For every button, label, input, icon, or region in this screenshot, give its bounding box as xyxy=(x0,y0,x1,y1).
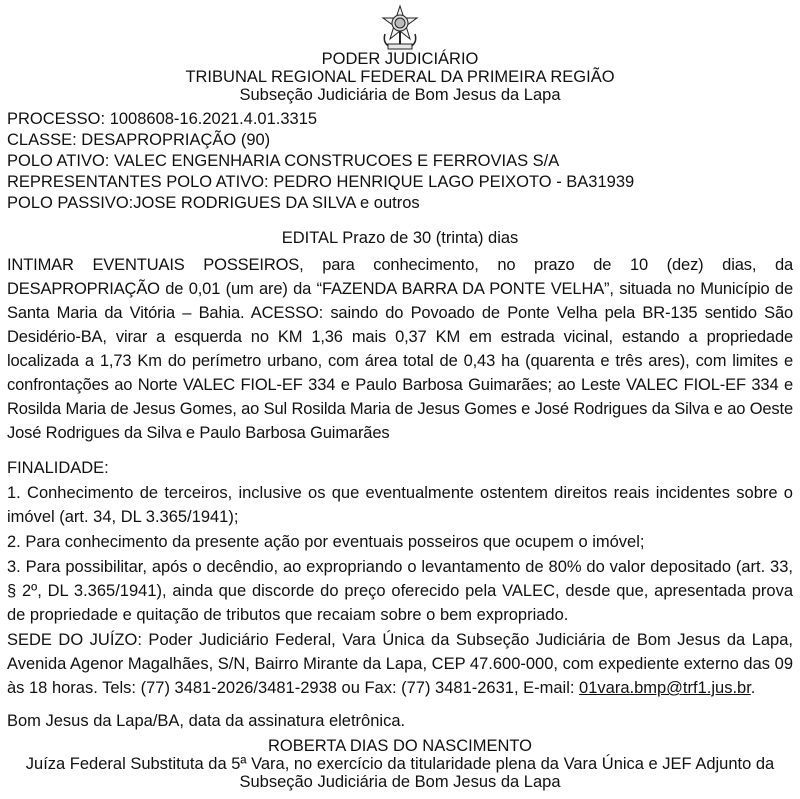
header-subsecao: Subseção Judiciária de Bom Jesus da Lapa xyxy=(239,86,561,104)
finalidade-title: FINALIDADE: xyxy=(7,459,109,477)
header-poder-judiciario: PODER JUDICIÁRIO xyxy=(321,50,479,68)
classe-line: CLASSE: DESAPROPRIAÇÃO (90) xyxy=(7,131,271,149)
polo-ativo-line: POLO ATIVO: VALEC ENGENHARIA CONSTRUCOES E FERROVIAS S/A xyxy=(7,152,560,170)
sede-end: . xyxy=(750,679,756,697)
intimar-paragraph: INTIMAR EVENTUAIS POSSEIROS, para conhecimento, no prazo de 10 (dez) dias, da DESAPROPRIAÇÃO de 0,01 (um are) da “FAZENDA BARRA DA PONTE VELHA”, situada no Município de Santa Maria da Vitória – Bahia. ACESSO: saindo do Povoado de Ponte Velha pela BR-135 sentido São Desidério-BA, virar a esquerda no KM 1,36 mais 0,37 KM em estrada vicinal, estando a propriedade localizada a 1,73 Km do perímetro urbano, com área total de 0,43 ha (quarenta e três ares), com limites e confrontações ao Norte VALEC FIOL-EF 334 e Paulo Barbosa Guimarães; ao Leste VALEC FIOL-EF 334 e Rosilda Maria de Jesus Gomes, ao Sul Rosilda Maria de Jesus Gomes e José Rodrigues da Silva e ao Oeste José Rodrigues da Silva e Paulo Barbosa Guimarães xyxy=(7,256,793,442)
local-data-line: Bom Jesus da Lapa/BA, data da assinatura eletrônica. xyxy=(7,712,406,730)
signer-unit: Subseção Judiciária de Bom Jesus da Lapa xyxy=(239,773,561,791)
email-link[interactable]: 01vara.bmp@trf1.jus.br xyxy=(579,679,751,697)
representantes-line: REPRESENTANTES POLO ATIVO: PEDRO HENRIQUE LAGO PEIXOTO - BA31939 xyxy=(7,173,635,191)
finalidade-item-2: 2. Para conhecimento da presente ação por eventuais posseiros que ocupem o imóvel; xyxy=(7,533,645,551)
brazil-coat-of-arms-icon xyxy=(376,4,424,52)
sede-paragraph xyxy=(7,628,793,700)
polo-passivo-line: POLO PASSIVO:JOSE RODRIGUES DA SILVA e outros xyxy=(7,194,420,212)
signer-role: Juíza Federal Substituta da 5ª Vara, no exercício da titularidade plena da Vara Única e JEF Adjunto da xyxy=(25,755,775,773)
sede-text: SEDE DO JUÍZO: Poder Judiciário Federal, Vara Única da Subseção Judiciária de Bom Jesus da Lapa, Avenida Agenor Magalhães, S/N, Bairro Mirante da Lapa, CEP 47.600-000, com expediente externo das 09 às 18 horas. Tels: (77) 3481-2026/3481-2938 ou Fax: (77) 3481-2631, E-mail: xyxy=(7,631,793,697)
processo-line: PROCESSO: 1008608-16.2021.4.01.3315 xyxy=(7,110,318,128)
signer-name: ROBERTA DIAS DO NASCIMENTO xyxy=(267,737,533,755)
finalidade-item-3: 3. Para possibilitar, após o decêndio, ao expropriando o levantamento de 80% do valor depositado (art. 33, § 2º, DL 3.365/1941), ainda que discorde do preço oferecido pela VALEC, desde que, apresentada prova de propriedade e quitação de tributos que recaiam sobre o bem expropriado. xyxy=(7,558,793,624)
header-tribunal: TRIBUNAL REGIONAL FEDERAL DA PRIMEIRA REGIÃO xyxy=(185,68,615,86)
edital-title: EDITAL Prazo de 30 (trinta) dias xyxy=(281,229,519,247)
finalidade-item-1: 1. Conhecimento de terceiros, inclusive os que eventualmente ostentem direitos reais incidentes sobre o imóvel (art. 34, DL 3.365/1941); xyxy=(7,484,793,526)
